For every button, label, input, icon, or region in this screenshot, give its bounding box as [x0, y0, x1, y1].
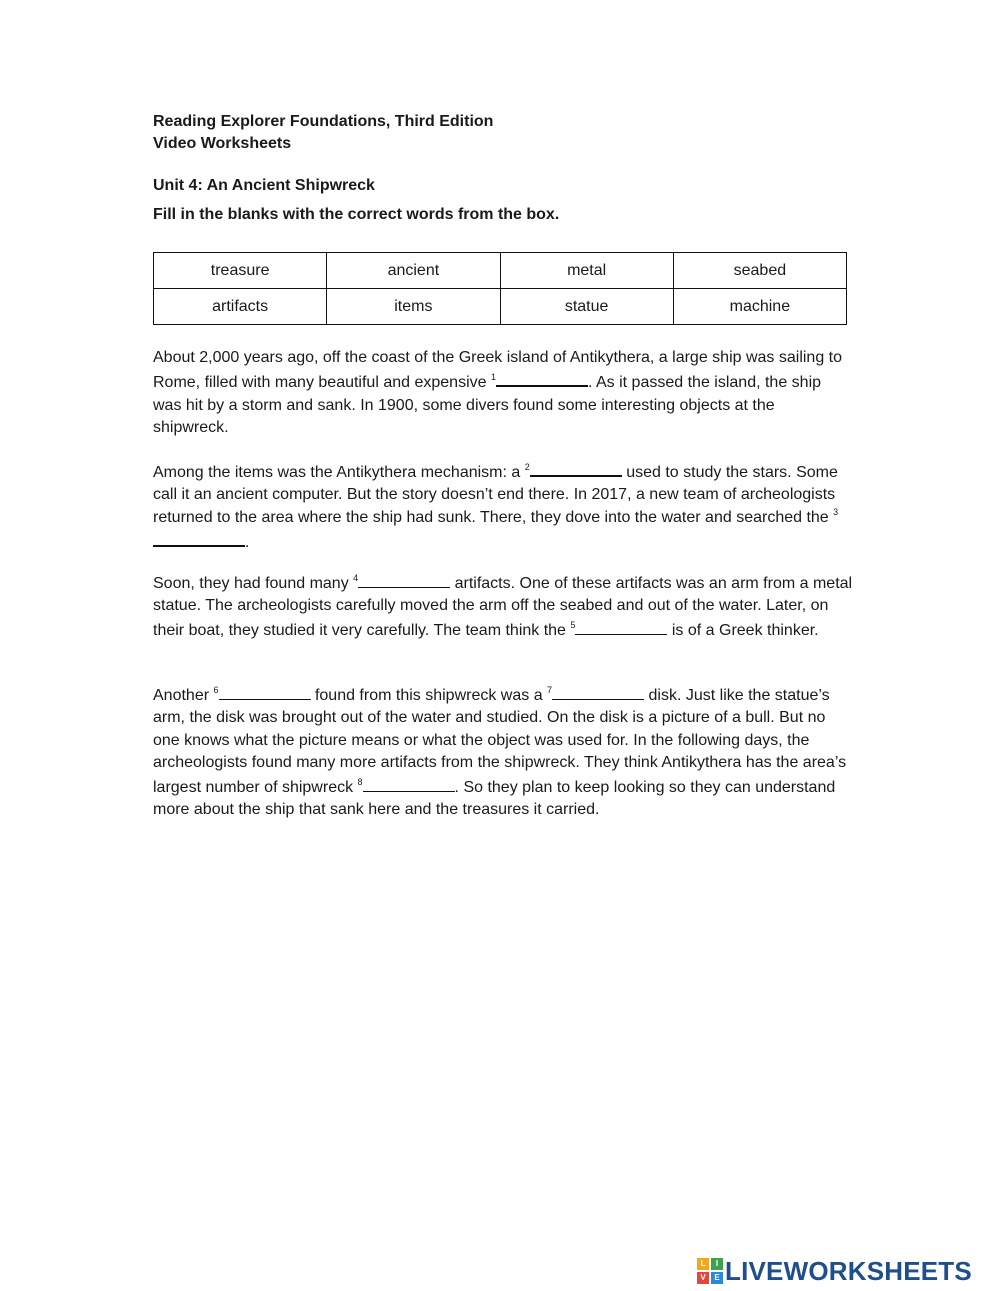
logo-block: V [697, 1272, 709, 1284]
paragraph-4 [153, 683, 853, 821]
blank-6-input[interactable] [219, 683, 311, 700]
blank-number: 5 [570, 619, 576, 630]
logo-block: L [697, 1258, 709, 1270]
word-box-row [154, 289, 847, 325]
paragraph-text: Soon, they had found many [153, 575, 354, 592]
word-box-cell: machine [673, 289, 846, 325]
worksheet-subtitle: Video Worksheets [153, 135, 292, 152]
blank-number: 3 [833, 506, 839, 517]
word-box-row [154, 253, 847, 289]
word-box-cell: seabed [673, 253, 846, 289]
blank-8-input[interactable] [363, 775, 455, 792]
blank-number: 6 [213, 685, 219, 695]
blank-4-input[interactable] [358, 571, 450, 588]
paragraph-1 [153, 347, 853, 440]
word-box-cell: treasure [154, 253, 327, 289]
blank-5-input[interactable] [575, 618, 667, 635]
logo-text: LIVEWORKSHEETS [725, 1255, 972, 1286]
paragraph-3 [153, 571, 853, 642]
paragraph-text: is of a Greek thinker. [667, 621, 819, 639]
paragraph-text: Another [153, 687, 214, 704]
blank-number: 7 [547, 685, 553, 695]
paragraph-text: . So they plan to keep looking so they can understand more about the ship that sank here and the treasures it carried. [153, 778, 836, 819]
blank-number: 1 [490, 372, 496, 383]
paragraph-text: found from this shipwreck was a [310, 687, 548, 704]
word-box-cell: artifacts [154, 289, 327, 325]
blank-3-input[interactable] [153, 529, 245, 547]
unit-title: Unit 4: An Ancient Shipwreck [153, 177, 375, 194]
paragraph-text: artifacts. One of these artifacts was an arm from a metal statue. The archeologists carefully moved the arm off the seabed and out of the water. Later, on their boat, they studied it very carefully. The team think the [153, 575, 853, 639]
paragraph-text: Among the items was the Antikythera mechanism: a [153, 464, 525, 481]
paragraph-text: . [245, 534, 250, 552]
word-box-cell: items [327, 289, 500, 325]
blank-7-input[interactable] [552, 683, 644, 700]
blank-2-input[interactable] [530, 459, 622, 477]
book-title: Reading Explorer Foundations, Third Edition [153, 113, 494, 130]
word-box [153, 252, 847, 325]
paragraph-text: . As it passed the island, the ship was hit by a storm and sank. In 1900, some divers found some interesting objects at the shipwreck. [153, 374, 822, 437]
logo-blocks-icon [697, 1258, 723, 1284]
word-box-cell: statue [500, 289, 673, 325]
paragraph-text: disk. Just like the statue’s arm, the disk was brought out of the water and studied. On the disk is a picture of a bull. But no one knows what the picture means or what the object was used for. In the following days, the archeologists found many more artifacts from the shipwreck. They think Antikythera has the area’s largest number of shipwreck [153, 687, 847, 796]
logo-block: I [711, 1258, 723, 1270]
paragraph-text: used to study the stars. Some call it an ancient computer. But the story doesn’t end there. In 2017, a new team of archeologists returned to the area where the ship had sunk. There, they dove into the water and searched the [153, 464, 838, 526]
paragraph-text: About 2,000 years ago, off the coast of the Greek island of Antikythera, a large ship was sailing to Rome, filled with many beautiful and expensive [153, 349, 843, 392]
worksheet-header [153, 111, 493, 155]
blank-number: 2 [524, 462, 530, 472]
word-box-cell: metal [500, 253, 673, 289]
blank-number: 4 [353, 573, 359, 583]
logo-block: E [711, 1272, 723, 1284]
word-box-cell: ancient [327, 253, 500, 289]
blank-1-input[interactable] [496, 369, 588, 387]
instructions: Fill in the blanks with the correct words from the box. [153, 206, 560, 223]
paragraph-2 [153, 459, 853, 555]
blank-number: 8 [357, 776, 363, 787]
liveworksheets-logo [697, 1256, 972, 1286]
